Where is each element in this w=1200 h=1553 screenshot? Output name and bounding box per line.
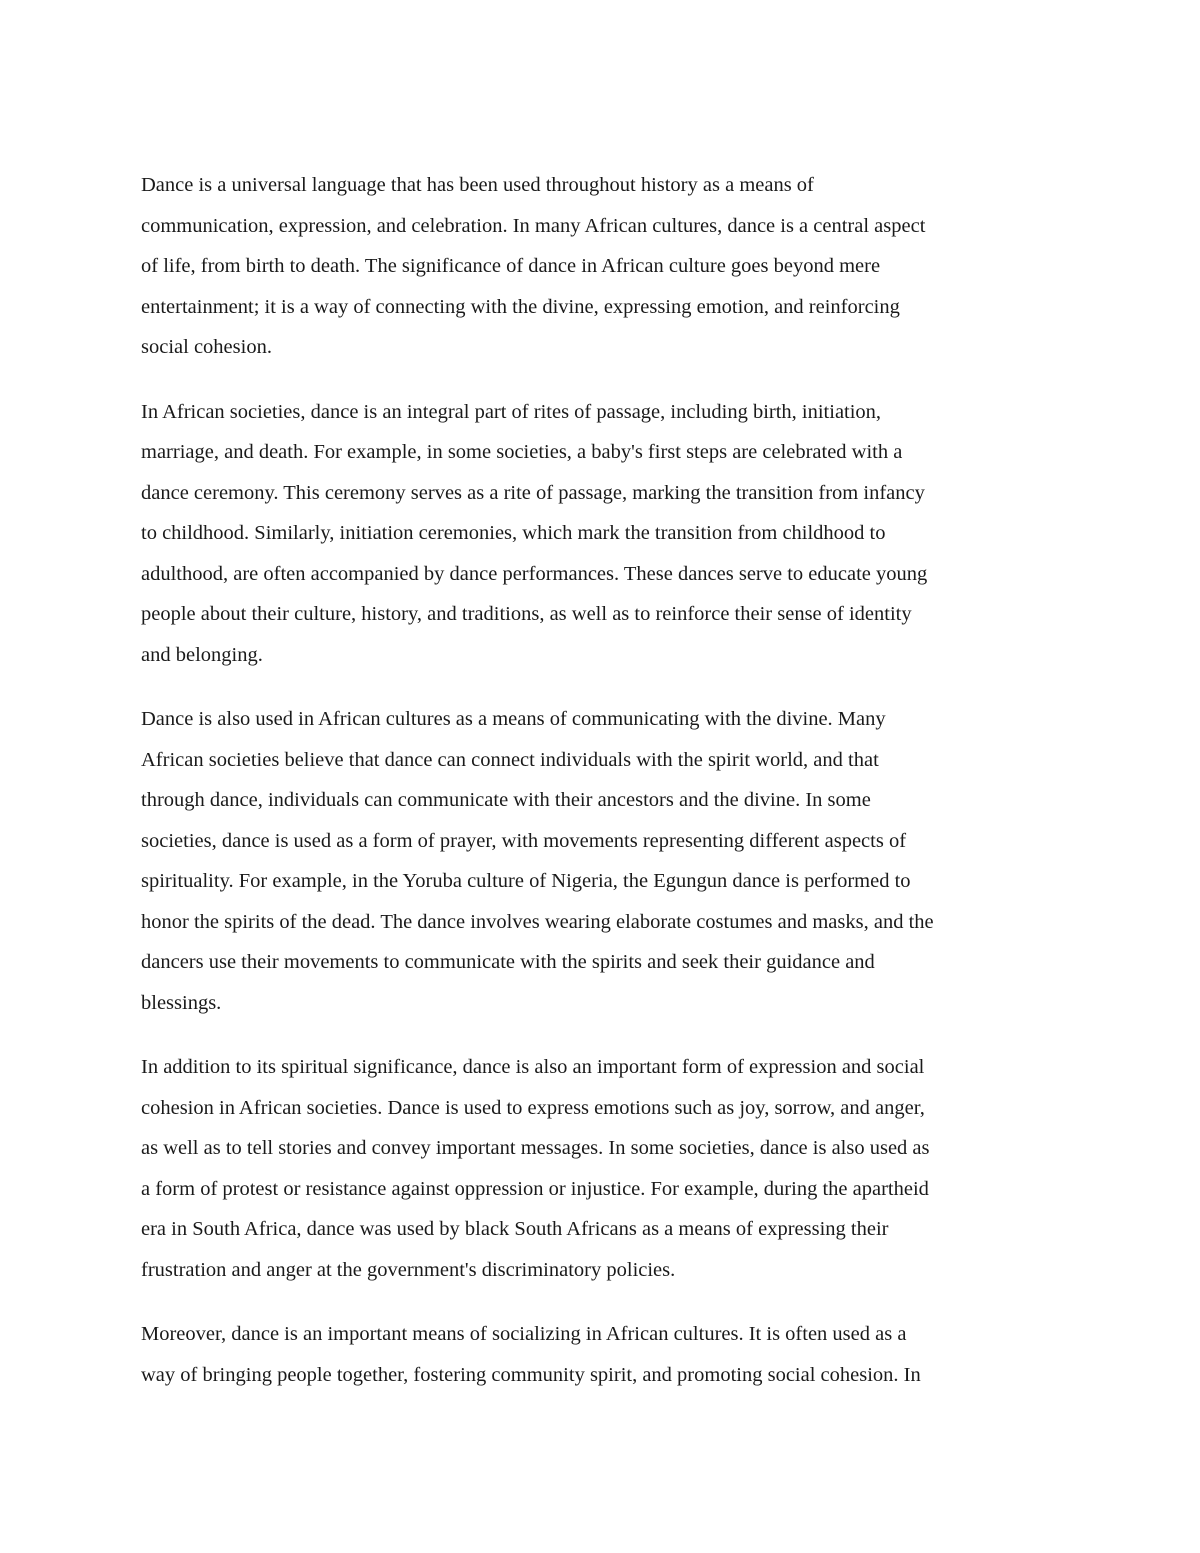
text-line: of life, from birth to death. The significance of dance in African culture goes beyond mere (141, 255, 881, 277)
text-line: African societies believe that dance can connect individuals with the spirit world, and that (141, 748, 879, 771)
text-line: cohesion in African societies. Dance is used to express emotions such as joy, sorrow, and anger, (141, 1096, 925, 1119)
text-line: blessings. (141, 991, 222, 1014)
text-line: era in South Africa, dance was used by black South Africans as a means of expressing their (141, 1218, 889, 1240)
text-line: Dance is a universal language that has been used throughout history as a means of (141, 174, 814, 196)
text-line: honor the spirits of the dead. The dance involves wearing elaborate costumes and masks, and the (141, 910, 934, 933)
text-line: Moreover, dance is an important means of socializing in African cultures. It is often used as a (141, 1323, 907, 1345)
document-body (141, 165, 1061, 1419)
text-line: Dance is also used in African cultures as a means of communicating with the divine. Many (141, 708, 886, 730)
text-line: entertainment; it is a way of connecting with the divine, expressing emotion, and reinforcing (141, 295, 900, 318)
text-line: In African societies, dance is an integral part of rites of passage, including birth, initiation, (141, 400, 882, 423)
text-line: societies, dance is used as a form of prayer, with movements representing different aspects of (141, 829, 907, 852)
text-line: communication, expression, and celebration. In many African cultures, dance is a central aspect (141, 214, 926, 237)
paragraph-3 (141, 699, 1061, 1023)
paragraph-1 (141, 165, 1061, 368)
text-line: a form of protest or resistance against oppression or injustice. For example, during the apartheid (141, 1177, 929, 1200)
text-line: In addition to its spiritual significance, dance is also an important form of expression and social (141, 1056, 925, 1078)
text-line: way of bringing people together, fostering community spirit, and promoting social cohesion. In (141, 1363, 921, 1386)
text-line: dance ceremony. This ceremony serves as a rite of passage, marking the transition from infancy (141, 481, 925, 504)
paragraph-4 (141, 1047, 1061, 1290)
text-line: spirituality. For example, in the Yoruba culture of Nigeria, the Egungun dance is performed to (141, 870, 911, 892)
text-line: social cohesion. (141, 336, 272, 358)
text-line: and belonging. (141, 643, 263, 666)
text-line: frustration and anger at the government's discriminatory policies. (141, 1258, 676, 1281)
text-line: people about their culture, history, and traditions, as well as to reinforce their sense of identity (141, 603, 912, 625)
paragraph-5 (141, 1314, 1061, 1395)
text-line: marriage, and death. For example, in some societies, a baby's first steps are celebrated with a (141, 441, 903, 463)
paragraph-2 (141, 392, 1061, 676)
text-line: through dance, individuals can communicate with their ancestors and the divine. In some (141, 789, 871, 811)
text-line: adulthood, are often accompanied by dance performances. These dances serve to educate young (141, 562, 928, 585)
text-line: to childhood. Similarly, initiation ceremonies, which mark the transition from childhood to (141, 522, 886, 544)
text-line: dancers use their movements to communicate with the spirits and seek their guidance and (141, 951, 875, 973)
text-line: as well as to tell stories and convey important messages. In some societies, dance is also used as (141, 1137, 930, 1159)
